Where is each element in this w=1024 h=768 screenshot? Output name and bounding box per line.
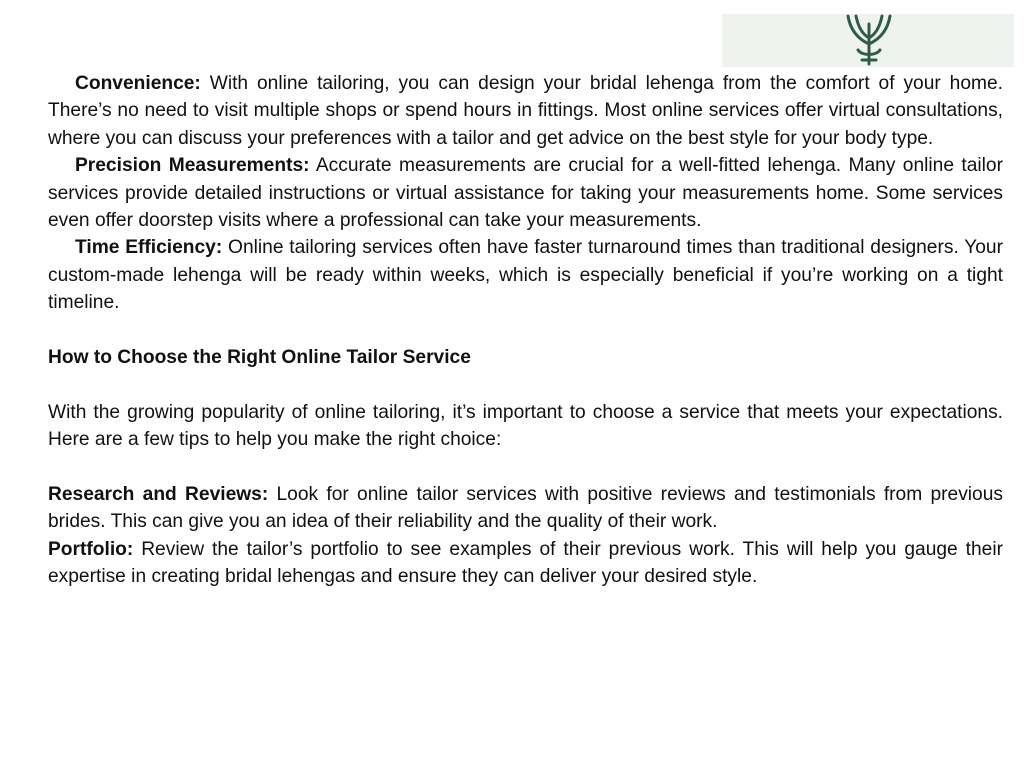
portfolio-label: Portfolio: (48, 538, 134, 560)
convenience-text: With online tailoring, you can design your bridal lehenga from the comfort of your home. There’s no need to visit multiple shops or spend hours in fittings. Most online services offer virtual consultations, where you can discuss your preferences with a tailor and get advice on the best style for your body type. (48, 73, 1003, 149)
research-label: Research and Reviews: (48, 484, 269, 506)
portfolio-text: Review the tailor’s portfolio to see examples of their previous work. This will help you gauge their expertise in creating bridal lehengas and ensure they can deliver your desired style. (48, 538, 1003, 588)
convenience-label: Convenience: (75, 73, 201, 94)
convenience-paragraph (48, 70, 1003, 152)
research-text: Look for online tailor services with positive reviews and testimonials from previous brides. This can give you an idea of their reliability and the quality of their work. (48, 484, 1003, 533)
time-efficiency-text: Online tailoring services often have faster turnaround times than traditional designers. Your custom-made lehenga will be ready within weeks, which is especially beneficial if you’re working on a tight timeline. (48, 237, 1003, 314)
section-heading (48, 344, 1003, 371)
spacer (48, 454, 1003, 481)
monogram-logo-icon (840, 14, 898, 67)
section-heading-text: How to Choose the Right Online Tailor Service (48, 347, 471, 369)
precision-paragraph (48, 152, 1003, 234)
precision-label: Precision Measurements: (75, 155, 310, 177)
portfolio-paragraph (48, 536, 1003, 591)
time-efficiency-label: Time Efficiency: (75, 237, 223, 259)
logo-banner (722, 14, 1014, 67)
time-efficiency-paragraph (48, 234, 1003, 316)
spacer (48, 317, 1003, 344)
article-body (48, 70, 1003, 591)
spacer (48, 371, 1003, 398)
research-paragraph (48, 481, 1003, 536)
precision-text: Accurate measurements are crucial for a well-fitted lehenga. Many online tailor services provide detailed instructions or virtual assistance for taking your measurements home. Some services even offer doorstep visits where a professional can take your measurements. (48, 155, 1003, 232)
intro-paragraph: With the growing popularity of online tailoring, it’s important to choose a service that meets your expectations. Here are a few tips to help you make the right choice: (48, 401, 1003, 451)
